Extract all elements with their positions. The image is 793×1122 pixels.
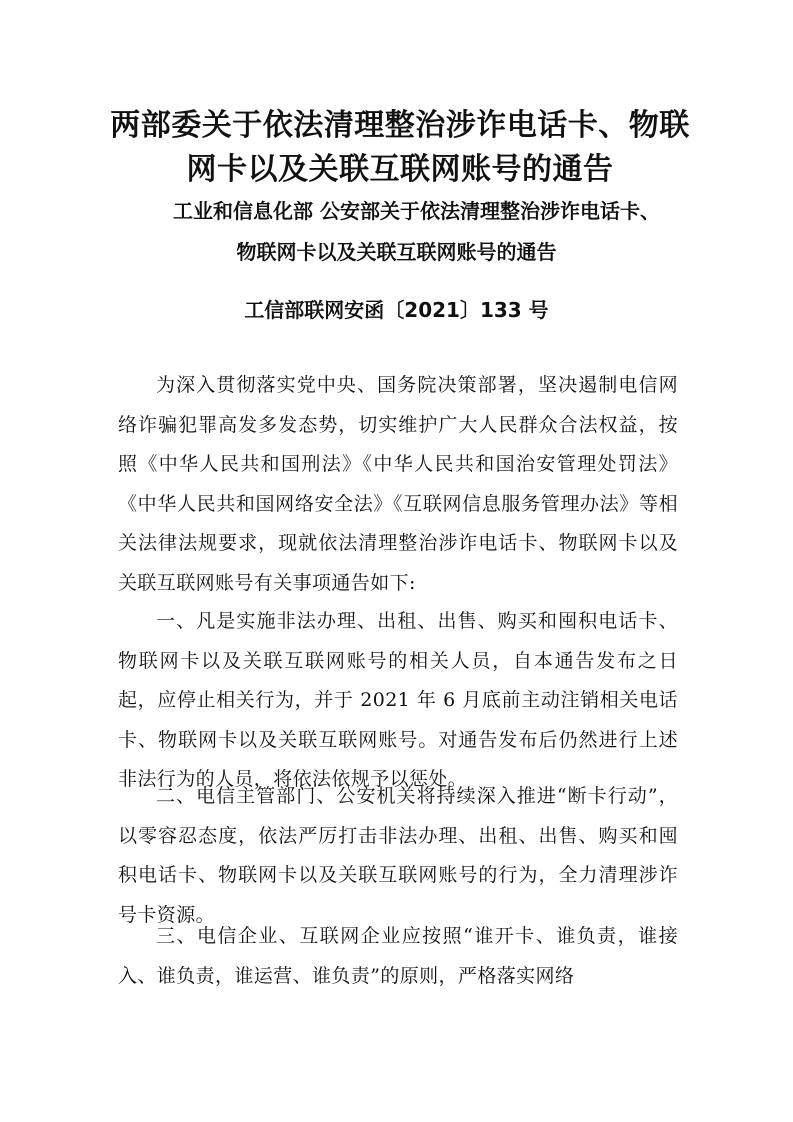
document-title-line-2: 网卡以及关联互联网账号的通告 xyxy=(186,152,614,187)
document-subtitle-line-2: 物联网卡以及关联互联网账号的通告 xyxy=(236,240,557,264)
paragraph-intro: 为深入贯彻落实党中央、国务院决策部署，坚决遏制电信网络诈骗犯罪高发多发态势，切实维护广大人民群众合法权益，按照《中华人民共和国刑法》《中华人民共和国治安管理处罚法》《中华人民共和国网络安全法》《互联网信息服务管理办法》等相关法律法规要求，现就依法清理整治涉诈电话卡、物联网卡以及关联互联网账号有关事项通告如下: xyxy=(118,374,678,594)
document-subtitle-line-1: 工业和信息化部 公安部关于依法清理整治涉诈电话卡、 xyxy=(173,199,660,223)
document-number: 工信部联网安函〔2021〕133 号 xyxy=(244,298,549,322)
document-title-line-1: 两部委关于依法清理整治涉诈电话卡、物联 xyxy=(110,108,690,143)
paragraph-item-3: 三、电信企业、互联网企业应按照“谁开卡、谁负责，谁接入、谁负责，谁运营、谁负责”的原则，严格落实网络 xyxy=(118,925,678,987)
paragraph-item-1: 一、凡是实施非法办理、出租、出售、购买和囤积电话卡、物联网卡以及关联互联网账号的相关人员，自本通告发布之日起，应停止相关行为，并于 2021 年 6 月底前主动注销相关电话卡、物联网卡以及关联互联网账号。对通告发布后仍然进行上述非法行为的人员，将依法依规予以惩处。 xyxy=(118,610,678,790)
paragraph-item-2: 二、电信主管部门、公安机关将持续深入推进“断卡行动”，以零容忍态度，依法严厉打击非法办理、出租、出售、购买和囤积电话卡、物联网卡以及关联互联网账号的行为，全力清理涉诈号卡资源。 xyxy=(118,785,678,926)
